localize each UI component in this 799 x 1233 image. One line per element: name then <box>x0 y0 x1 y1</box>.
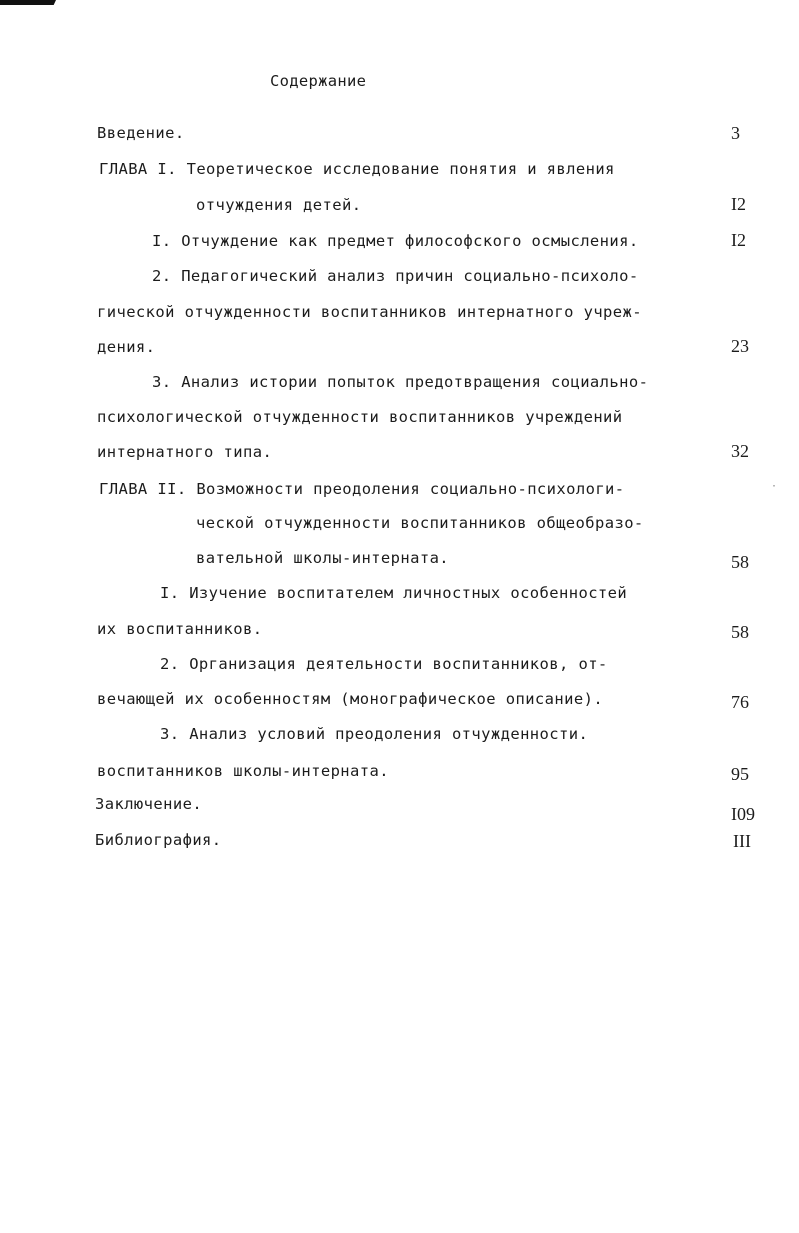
toc-section-1-3-line-3: интернатного типа. <box>97 443 273 461</box>
page-number-section-1-1: I2 <box>731 230 746 250</box>
toc-section-1-1: I. Отчуждение как предмет философского осмысления. <box>152 232 639 250</box>
page-number-bibliography: III <box>733 831 751 851</box>
toc-section-2-1-line-1: I. Изучение воспитателем личностных особенностей <box>160 584 628 602</box>
toc-section-1-2-line-1: 2. Педагогический анализ причин социально-психоло- <box>152 267 639 285</box>
page-number-section-2-1: 58 <box>731 622 749 642</box>
page-number-section-2-2: 76 <box>731 692 749 712</box>
page-number-conclusion: I09 <box>731 804 755 824</box>
toc-entry-conclusion: Заключение. <box>95 795 203 813</box>
toc-section-2-2-line-1: 2. Организация деятельности воспитанников, от- <box>160 655 608 673</box>
page-number-chapter-1: I2 <box>731 194 746 214</box>
toc-title: Содержание <box>270 72 367 90</box>
toc-section-1-2-line-2: гической отчужденности воспитанников интернатного учреж- <box>97 303 642 321</box>
page-number-chapter-2: 58 <box>731 552 749 572</box>
page-number-intro: 3 <box>731 123 740 143</box>
toc-chapter-2-line-2: ческой отчужденности воспитанников общеобразо- <box>196 514 644 532</box>
toc-section-1-2-line-3: дения. <box>97 338 156 356</box>
toc-entry-intro: Введение. <box>97 124 185 142</box>
paper-speck: · <box>771 481 778 492</box>
page-number-section-1-2: 23 <box>731 336 749 356</box>
toc-section-2-1-line-2: их воспитанников. <box>97 620 263 638</box>
toc-section-1-3-line-2: психологической отчужденности воспитанников учреждений <box>97 408 623 426</box>
page-number-section-1-3: 32 <box>731 441 749 461</box>
toc-chapter-2-line-3: вательной школы-интерната. <box>196 549 450 567</box>
toc-section-2-3-line-1: 3. Анализ условий преодоления отчужденности. <box>160 725 589 743</box>
toc-section-2-2-line-2: вечающей их особенностям (монографическое описание). <box>97 690 604 708</box>
toc-chapter-1-line-2: отчуждения детей. <box>196 196 362 214</box>
toc-chapter-2-line-1: ГЛАВА II. Возможности преодоления социально-психологи- <box>99 480 625 498</box>
toc-chapter-1-line-1: ГЛАВА I. Теоретическое исследование понятия и явления <box>99 160 615 178</box>
toc-section-1-3-line-1: 3. Анализ истории попыток предотвращения социально- <box>152 373 649 391</box>
toc-section-2-3-line-2: воспитанников школы-интерната. <box>97 762 389 780</box>
corner-ink-mark <box>0 0 56 5</box>
toc-entry-bibliography: Библиография. <box>95 831 222 849</box>
page-number-section-2-3: 95 <box>731 764 749 784</box>
